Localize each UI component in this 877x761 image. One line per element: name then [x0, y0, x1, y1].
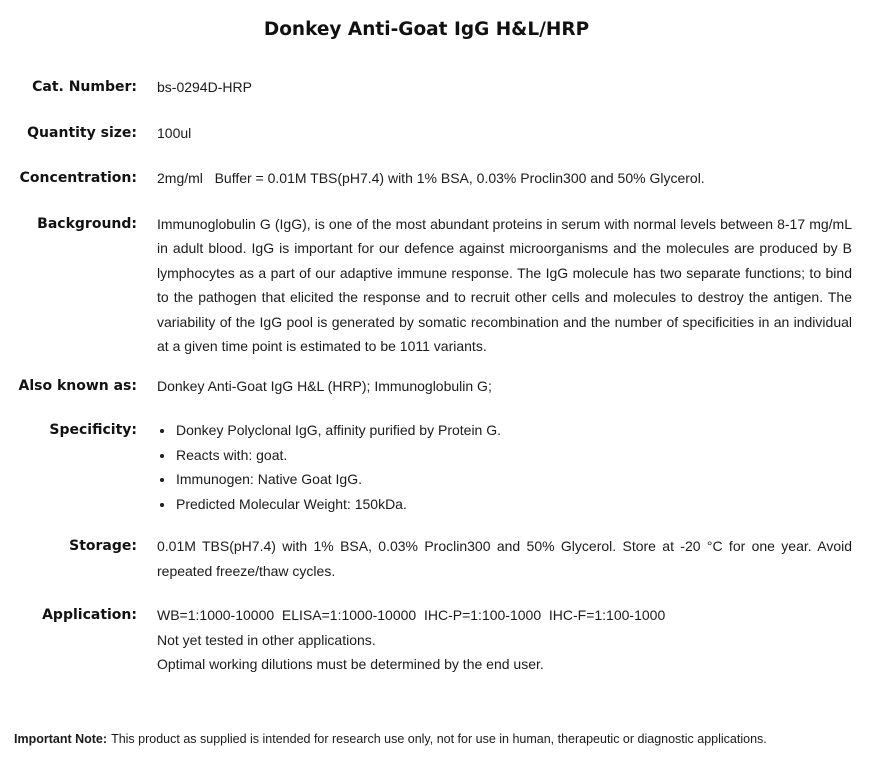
specificity-value: [157, 418, 852, 516]
specificity-item: • Immunogen: Native Goat IgG.: [175, 467, 852, 492]
field-row-application: [0, 603, 877, 677]
cat-number-label: Cat. Number:: [32, 79, 137, 95]
application-note-line: Not yet tested in other applications.: [157, 631, 376, 648]
field-row-background: [0, 212, 877, 359]
application-value: [157, 603, 852, 677]
cat-number-value: bs-0294D-HRP: [157, 79, 252, 95]
quantity-size-label: Quantity size:: [27, 124, 137, 141]
datasheet-fields: [0, 75, 877, 677]
specificity-item: • Donkey Polyclonal IgG, affinity purified by Protein G.: [175, 418, 852, 443]
field-row-cat-number: [0, 75, 877, 100]
also-known-as-label: Also known as:: [18, 377, 137, 394]
storage-value: 0.01M TBS(pH7.4) with 1% BSA, 0.03% Proclin300 and 50% Glycerol. Store at -20 °C for one year. Avoid repeated freeze/thaw cycles.: [157, 538, 852, 579]
field-row-storage: [0, 534, 877, 583]
specificity-item: • Reacts with: goat.: [175, 443, 852, 468]
specificity-list: [157, 418, 852, 516]
concentration-label: Concentration:: [19, 170, 137, 186]
concentration-value: 2mg/ml Buffer = 0.01M TBS(pH7.4) with 1% BSA, 0.03% Proclin300 and 50% Glycerol.: [157, 170, 705, 186]
field-row-quantity-size: [0, 121, 877, 146]
important-note-text: This product as supplied is intended for research use only, not for use in human, therapeutic or diagnostic applications.: [111, 732, 767, 746]
quantity-size-value: 100ul: [157, 124, 192, 141]
specificity-label: Specificity:: [49, 422, 137, 438]
important-note: [14, 731, 863, 747]
application-dilutions: WB=1:1000-10000 ELISA=1:1000-10000 IHC-P=1:100-1000 IHC-F=1:100-1000: [157, 607, 666, 623]
page-title: Donkey Anti-Goat IgG H&L/HRP: [263, 19, 590, 40]
field-row-specificity: [0, 418, 877, 516]
application-note-line: Optimal working dilutions must be determined by the end user.: [157, 656, 544, 672]
background-label: Background:: [37, 215, 137, 232]
important-note-label: Important Note:: [14, 732, 108, 746]
also-known-as-value: Donkey Anti-Goat IgG H&L (HRP); Immunoglobulin G;: [157, 377, 492, 394]
storage-label: Storage:: [69, 538, 137, 554]
background-value: Immunoglobulin G (IgG), is one of the most abundant proteins in serum with normal levels between 8-17 mg/mL in adult blood. IgG is important for our defence against microorganisms and the molecules are produced by B lymphocytes as a part of our adaptive immune response. The IgG molecule has two separate functions; to bind to the pathogen that elicited the response and to recruit other cells and molecules to destroy the antigen. The variability of the IgG pool is generated by somatic recombination and the number of specificities in an individual at a given time point is estimated to be 1011 variants.: [157, 215, 852, 354]
field-row-also-known-as: [0, 374, 877, 399]
application-label: Application:: [42, 607, 137, 623]
specificity-item: • Predicted Molecular Weight: 150kDa.: [175, 492, 852, 517]
field-row-concentration: [0, 166, 877, 191]
